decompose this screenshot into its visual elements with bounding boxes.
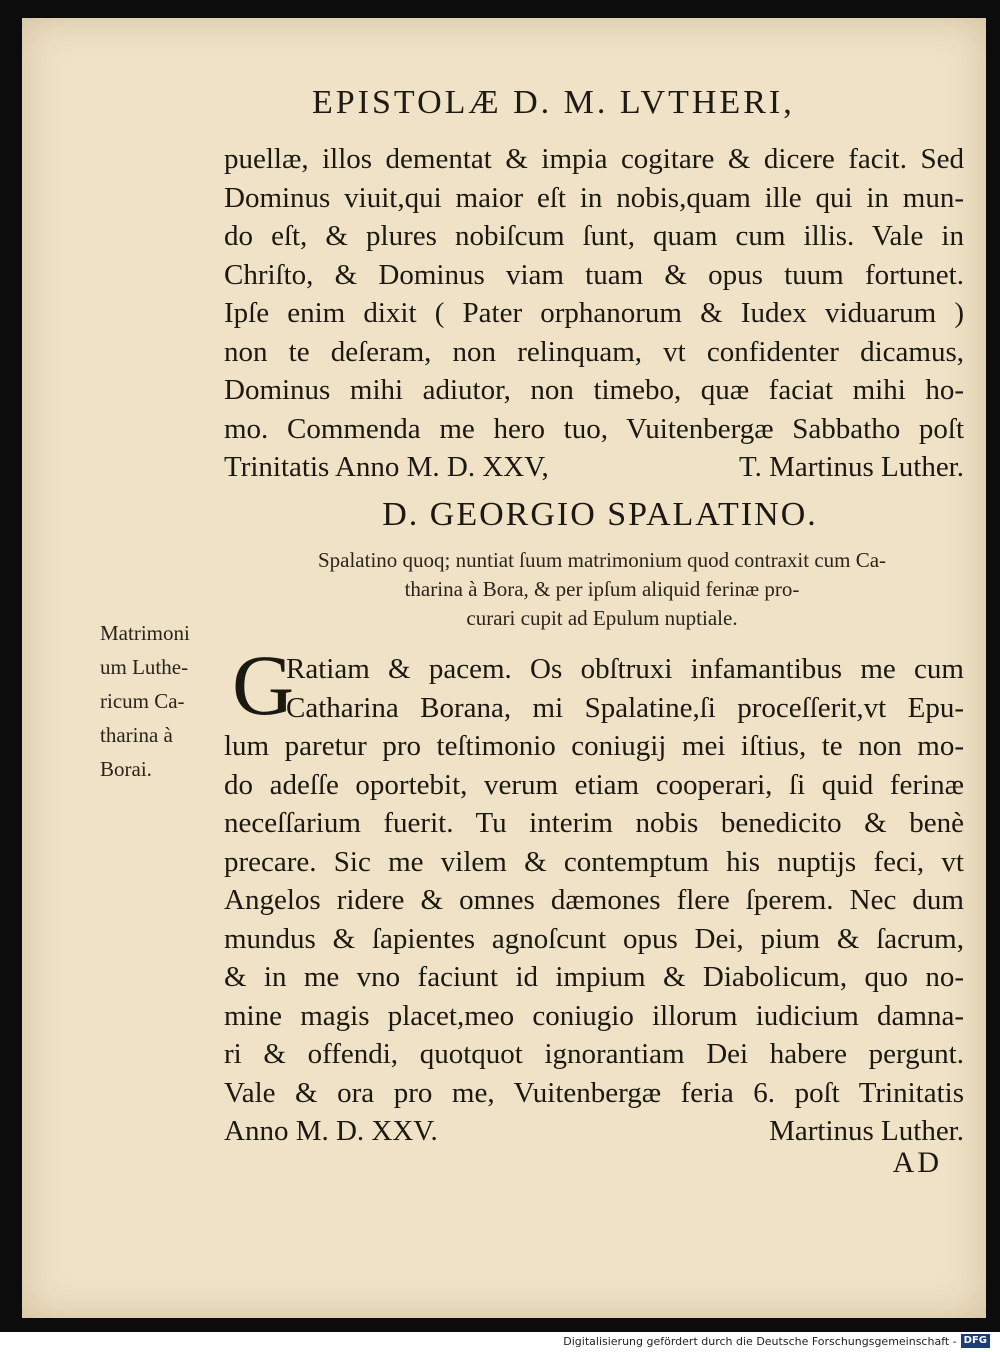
text-line: Ipſe enim dixit ( Pater orphanorum & Iudex viduarum )	[224, 297, 964, 329]
text-line: mine magis placet,meo coniugio illorum iudicium damna-	[224, 999, 964, 1032]
margin-note-line: tharina à	[100, 723, 173, 747]
closing-row	[224, 1112, 964, 1151]
summary-line: tharina à Bora, & per ipſum aliquid ferinæ pro-	[404, 577, 800, 601]
date-line: Anno M. D. XXV.	[224, 1115, 438, 1147]
text-line: precare. Sic me vilem & contemptum his nuptijs feci, vt	[224, 845, 964, 878]
text-line: do adeſſe oportebit, verum etiam cooperari, ſi quid ferinæ	[224, 768, 964, 801]
signature: T. Martinus Luther.	[739, 451, 964, 483]
text-line: Catharina Borana, mi Spalatine,ſi proceſſerit,vt Epu-	[286, 691, 964, 724]
preceding-letter	[224, 140, 964, 487]
text-line: ri & offendi, quotquot ignorantiam Dei habere pergunt.	[224, 1038, 964, 1070]
page-text-block	[22, 18, 986, 1318]
text-line: Angelos ridere & omnes dæmones flere ſperem. Nec dum	[224, 884, 964, 916]
drop-cap: G	[232, 637, 295, 733]
margin-note-line: ricum Ca-	[100, 689, 185, 713]
date-line: Trinitatis Anno M. D. XXV,	[224, 451, 549, 483]
running-head: EPISTOLÆ D. M. LVTHERI,	[312, 84, 795, 121]
text-line: do eſt, & plures nobiſcum ſunt, quam cum illis. Vale in	[224, 220, 964, 252]
margin-note-line: um Luthe-	[100, 655, 189, 679]
closing-row	[224, 448, 964, 487]
margin-note-line: Matrimoni	[100, 621, 190, 645]
text-line: neceſſarium fuerit. Tu interim nobis benedicito & benè	[224, 807, 964, 839]
catchword: AD	[892, 1146, 942, 1179]
text-line: & in me vno faciunt id impium & Diabolicum, quo no-	[224, 961, 964, 993]
letter-heading: D. GEORGIO SPALATINO.	[382, 496, 818, 533]
book-page	[22, 18, 986, 1318]
text-line: lum paretur pro teſtimonio coniugij mei iſtius, te non mo-	[224, 730, 964, 762]
text-line: Dominus viuit,qui maior eſt in nobis,quam ille qui in mun-	[224, 181, 964, 214]
text-line: puellæ, illos dementat & impia cogitare & dicere facit. Sed	[224, 143, 964, 175]
text-line: mundus & ſapientes agnoſcunt opus Dei, pium & ſacrum,	[224, 922, 964, 955]
dfg-logo: DFG	[961, 1334, 990, 1348]
margin-note-line: Borai.	[100, 757, 152, 781]
text-line: Chriſto, & Dominus viam tuam & opus tuum fortunet.	[224, 258, 964, 291]
summary-line: Spalatino quoq; nuntiat ſuum matrimonium quod contraxit cum Ca-	[317, 548, 887, 572]
margin-note	[100, 616, 220, 786]
text-line: Ratiam & pacem. Os obſtruxi infamantibus me cum	[286, 653, 964, 685]
letter-summary	[232, 546, 972, 633]
text-line: Vale & ora pro me, Vuitenbergæ feria 6. poſt Trinitatis	[224, 1076, 964, 1109]
text-line: Dominus mihi adiutor, non timebo, quæ faciat mihi ho-	[224, 374, 964, 406]
letter-body	[224, 637, 964, 1151]
credit-text: Digitalisierung gefördert durch die Deutsche Forschungsgemeinschaft -	[563, 1334, 957, 1348]
signature: Martinus Luther.	[769, 1115, 964, 1147]
digitization-credit	[563, 1334, 990, 1348]
text-line: mo. Commenda me hero tuo, Vuitenbergæ Sabbatho poſt	[224, 412, 964, 445]
text-line: non te deſeram, non relinquam, vt confidenter dicamus,	[224, 335, 964, 368]
summary-line: curari cupit ad Epulum nuptiale.	[466, 606, 738, 630]
